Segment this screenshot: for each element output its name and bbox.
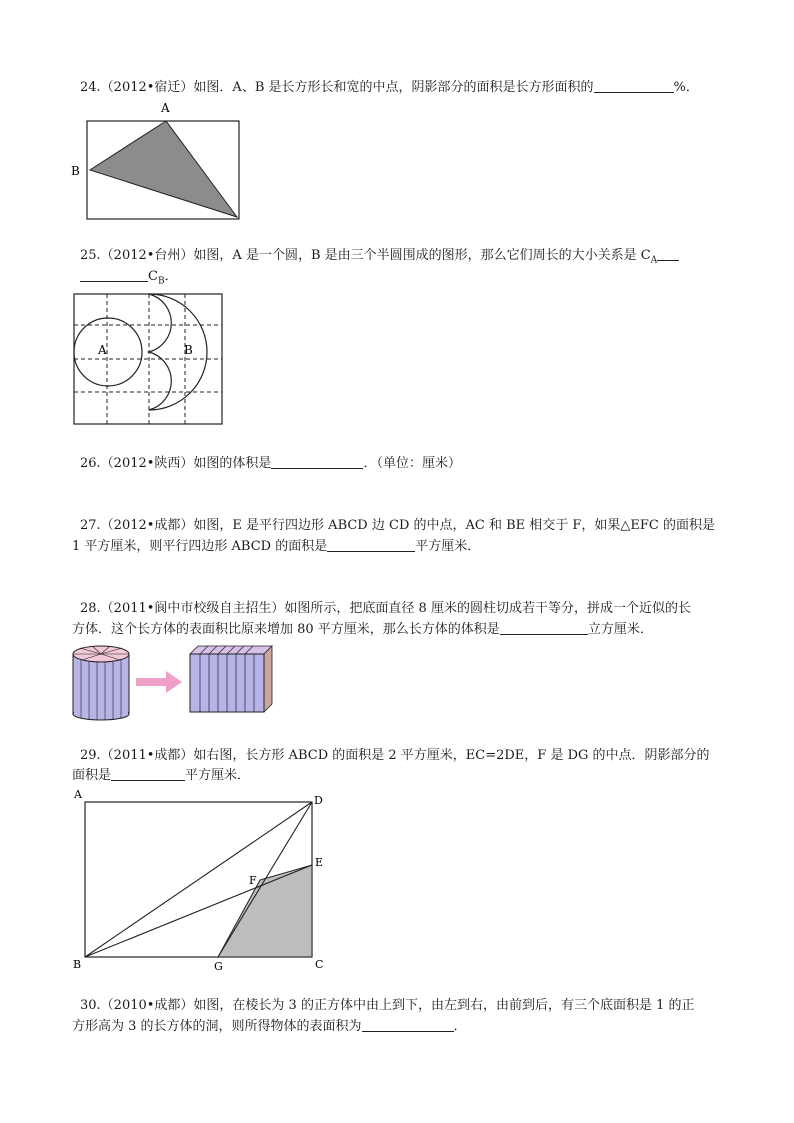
label-b: B (73, 958, 82, 971)
label-a: A (74, 788, 82, 801)
label-c: C (315, 958, 324, 971)
q30-line2: 方形高为 3 的长方体的洞，则所得物体的表面积为 ． (72, 1019, 467, 1034)
q27-line2: 1 平方厘米，则平行四边形 ABCD 的面积是 平方厘米． (72, 539, 481, 554)
answer-blank[interactable] (500, 622, 588, 635)
q30-line1: 30.（2010•成都）如图，在棱长为 3 的正方体中由上到下，由左到右，由前到后，有三个底面积是 1 的正 (80, 998, 695, 1013)
label-d: D (314, 794, 323, 807)
rectangular-prism (190, 646, 272, 712)
q24-text: 24.（2012•宿迁）如图．A、B 是长方形长和宽的中点，阴影部分的面积是长方形面积的 %． (80, 80, 699, 95)
label-e: E (315, 856, 324, 869)
label-a: A (161, 101, 170, 115)
q28-line2: 方体．这个长方体的表面积比原来增加 80 平方厘米，那么长方体的体积是 立方厘米． (72, 622, 653, 637)
shape-b (149, 294, 207, 410)
answer-blank[interactable] (362, 1019, 454, 1032)
label-b: B (71, 164, 80, 178)
circle-a (74, 318, 142, 386)
answer-blank[interactable] (111, 768, 185, 781)
q29-line2: 面积是 平方厘米． (72, 768, 251, 783)
answer-blank[interactable] (594, 80, 674, 93)
label-b: B (184, 343, 193, 357)
q24-figure (66, 98, 246, 223)
q28-line1: 28.（2011•阆中市校级自主招生）如图所示，把底面直径 8 厘米的圆柱切成若干等分，拼成一个近似的长 (80, 601, 691, 616)
q29-figure (70, 786, 340, 976)
q27-line1: 27.（2012•成都）如图，E 是平行四边形 ABCD 边 CD 的中点，AC 和 BE 相交于 F，如果△EFC 的面积是 (80, 518, 716, 533)
q29-line1: 29.（2011•成都）如右图，长方形 ABCD 的面积是 2 平方厘米，EC=2DE，F 是 DG 的中点．阴影部分的 (80, 748, 710, 763)
answer-blank[interactable] (271, 456, 363, 469)
q25-line2: $C_B$． (80, 269, 178, 290)
q25-figure (72, 292, 226, 426)
arrow-icon (136, 671, 182, 693)
answer-blank[interactable] (327, 539, 415, 552)
label-g: G (214, 960, 223, 973)
cylinder (73, 646, 129, 720)
q25-line1: 25.（2012•台州）如图，A 是一个圆，B 是由三个半圆围成的图形，那么它们周长的大小关系是 $C_A$ (80, 248, 679, 269)
q28-figure (70, 640, 280, 722)
shaded-triangle (90, 121, 237, 217)
answer-blank[interactable] (80, 269, 148, 282)
grid-lines (74, 294, 222, 424)
answer-blank[interactable] (657, 248, 679, 261)
label-f: F (249, 874, 257, 887)
label-a: A (98, 343, 107, 357)
q26-text: 26.（2012•陕西）如图的体积是 ．（单位：厘米） (80, 456, 461, 471)
